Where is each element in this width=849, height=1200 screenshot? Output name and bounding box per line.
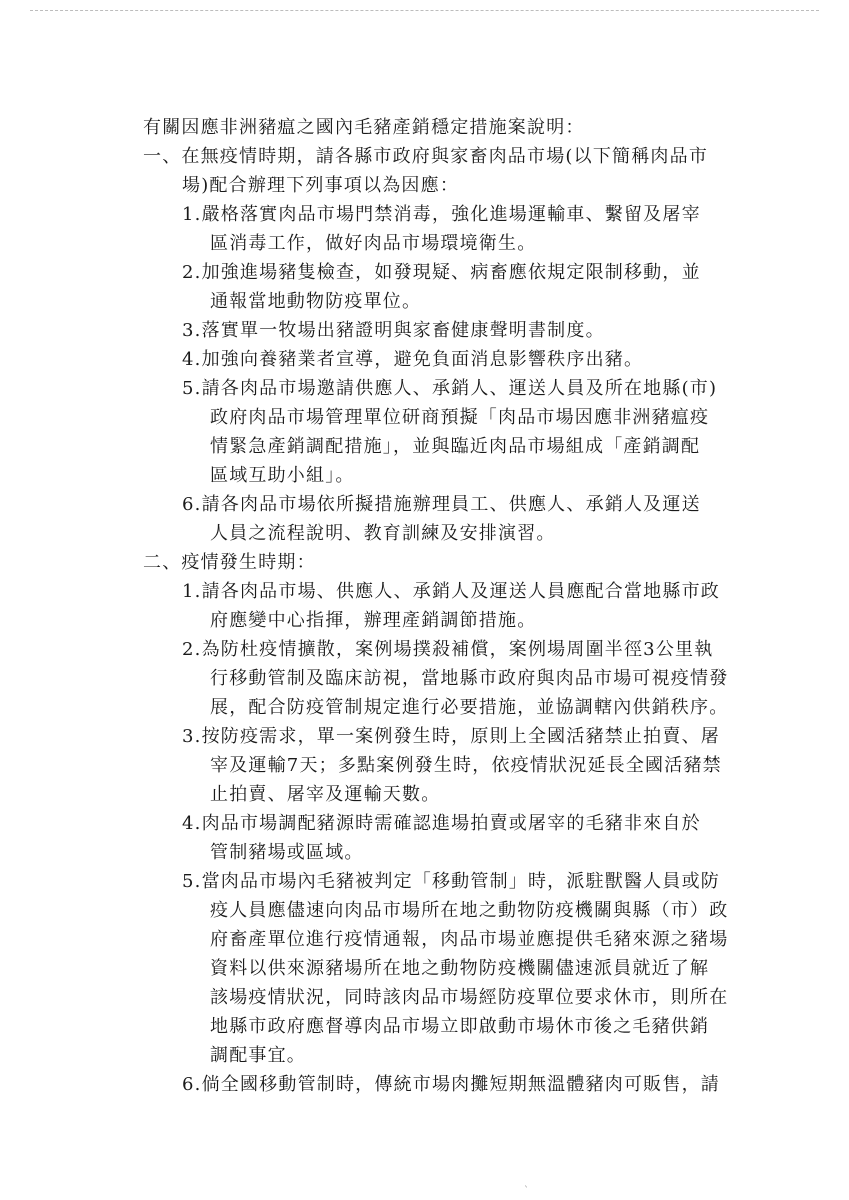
scan-speck: ˋ	[524, 1186, 529, 1197]
scan-top-edge	[30, 10, 819, 11]
s1-item5-line3: 情緊急產銷調配措施」，並與臨近肉品市場組成「產銷調配	[210, 436, 701, 457]
s1-item2-line2: 通報當地動物防疫單位。	[210, 291, 422, 312]
s1-item4-line1: 4.加強向養豬業者宣導，避免負面消息影響秩序出豬。	[182, 349, 644, 370]
s2-item1-line1: 1.請各肉品市場、供應人、承銷人及運送人員應配合當地縣市政	[182, 581, 720, 602]
s2-item5-line5: 該場疫情狀況，同時該肉品市場經防疫單位要求休市，則所在	[210, 987, 729, 1008]
s2-item5-line4: 資料以供來源豬場所在地之動物防疫機關儘速派員就近了解	[210, 958, 710, 979]
s2-item2-line3: 展，配合防疫管制規定進行必要措施，並協調轄內供銷秩序。	[210, 697, 729, 718]
s1-item5-line1: 5.請各肉品市場邀請供應人、承銷人、運送人員及所在地縣(市)	[182, 378, 718, 399]
s2-item5-line2: 疫人員應儘速向肉品市場所在地之動物防疫機關與縣（市）政	[210, 900, 729, 921]
s1-item3-line1: 3.落實單一牧場出豬證明與家畜健康聲明書制度。	[182, 320, 605, 341]
s1-item1-line1: 1.嚴格落實肉品市場門禁消毒，強化進場運輸車、繫留及屠宰	[182, 204, 701, 225]
s1-item1-line2: 區消毒工作，做好肉品市場環境衛生。	[210, 233, 537, 254]
s2-item4-line1: 4.肉品市場調配豬源時需確認進場拍賣或屠宰的毛豬非來自於	[182, 813, 701, 834]
s2-item3-line1: 3.按防疫需求，單一案例發生時，原則上全國活豬禁止拍賣、屠	[182, 726, 720, 747]
s1-item6-line2: 人員之流程說明、教育訓練及安排演習。	[210, 523, 556, 544]
s1-item5-line2: 政府肉品市場管理單位研商預擬「肉品市場因應非洲豬瘟疫	[210, 407, 710, 428]
s1-item6-line1: 6.請各肉品市場依所擬措施辦理員工、供應人、承銷人及運送	[182, 494, 701, 515]
s2-item5-line7: 調配事宜。	[210, 1045, 306, 1066]
s2-item1-line2: 府應變中心指揮，辦理產銷調節措施。	[210, 610, 537, 631]
s2-item5-line1: 5.當肉品市場內毛豬被判定「移動管制」時，派駐獸醫人員或防	[182, 871, 720, 892]
section1-heading-line2: 場)配合辦理下列事項以為因應：	[182, 175, 460, 196]
s2-item5-line6: 地縣市政府應督導肉品市場立即啟動市場休市後之毛豬供銷	[210, 1016, 710, 1037]
section2-heading: 二、疫情發生時期：	[143, 552, 316, 573]
s2-item3-line3: 止拍賣、屠宰及運輸天數。	[210, 784, 441, 805]
s2-item5-line3: 府畜產單位進行疫情通報，肉品市場並應提供毛豬來源之豬場	[210, 929, 729, 950]
s2-item6-line1: 6.倘全國移動管制時，傳統市場肉攤短期無溫體豬肉可販售，請	[182, 1074, 720, 1095]
document-title: 有關因應非洲豬瘟之國內毛豬產銷穩定措施案說明：	[143, 117, 585, 138]
s2-item2-line1: 2.為防杜疫情擴散，案例場撲殺補償，案例場周圍半徑3公里執	[182, 639, 714, 660]
section1-heading-line1: 一、在無疫情時期，請各縣市政府與家畜肉品市場(以下簡稱肉品市	[143, 146, 709, 167]
s1-item2-line1: 2.加強進場豬隻檢查，如發現疑、病畜應依規定限制移動，並	[182, 262, 701, 283]
s2-item2-line2: 行移動管制及臨床訪視，當地縣市政府與肉品市場可視疫情發	[210, 668, 729, 689]
s2-item3-line2: 宰及運輸7天；多點案例發生時，依疫情狀況延長全國活豬禁	[210, 755, 722, 776]
s1-item5-line4: 區域互助小組」。	[210, 465, 355, 486]
s2-item4-line2: 管制豬場或區域。	[210, 842, 364, 863]
